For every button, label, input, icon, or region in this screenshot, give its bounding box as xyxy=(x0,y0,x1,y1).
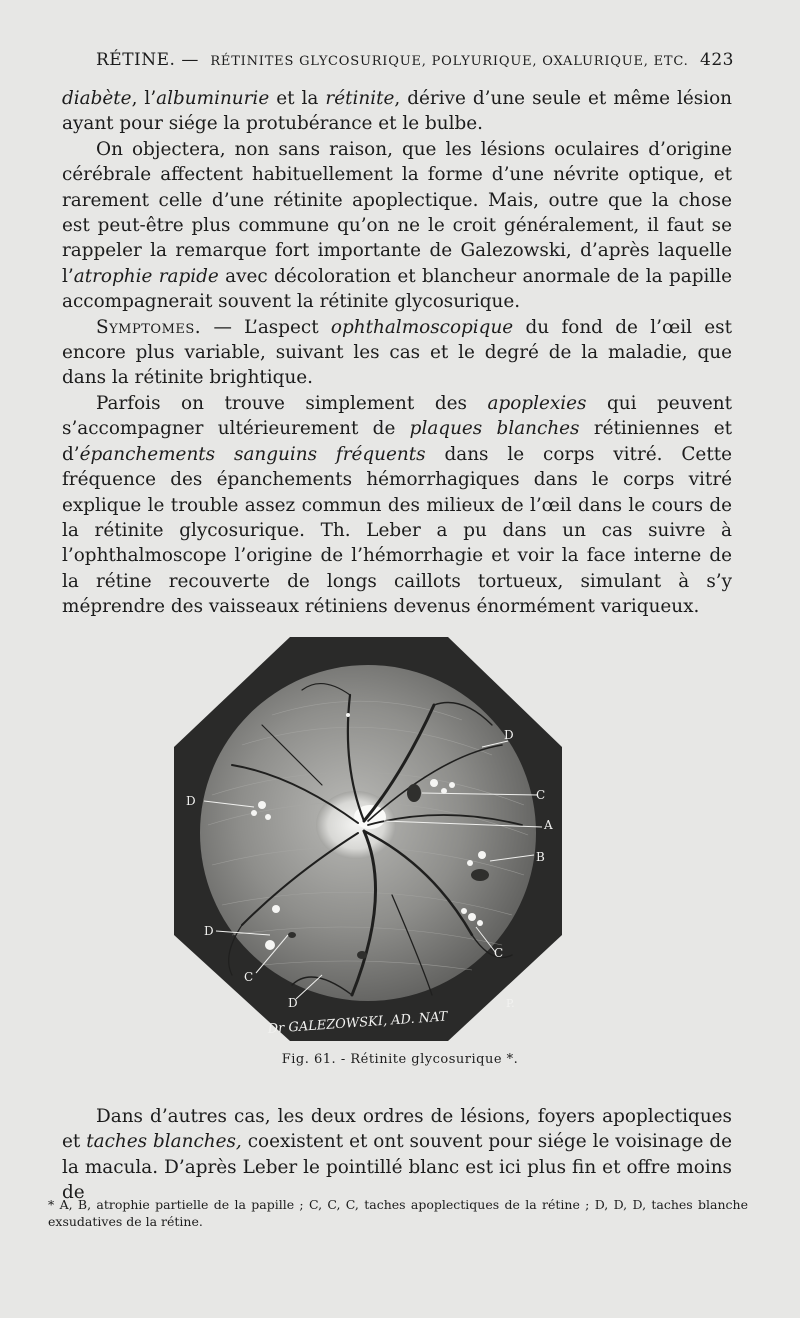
text-run: Dans d’autres cas, les deux ordres de lésions, foyers apoplectiques et xyxy=(62,1106,732,1153)
text-run: qui peuvent s’accompagner ultérieurement de xyxy=(62,392,733,440)
label-c-lower-right: C xyxy=(494,946,504,960)
text-run: avec décoloration et blancheur anormale de la papille accompagnerait souvent la rétinite glycosurique. xyxy=(62,265,733,313)
label-d-bottom: D xyxy=(288,996,298,1010)
text-run: et la xyxy=(269,88,326,109)
italic-run: plaques blanches xyxy=(409,418,580,440)
label-c-right: C xyxy=(536,788,546,802)
header-section: RÉTINE. — xyxy=(96,50,199,70)
retina-illustration xyxy=(172,635,564,1043)
text-block-top xyxy=(62,86,732,620)
label-c-lower-left: C xyxy=(244,970,254,984)
text-block-bottom xyxy=(62,1104,732,1206)
label-a: A xyxy=(544,818,553,832)
paragraph-p2 xyxy=(62,137,732,315)
header-running-title: RÉTINITES GLYCOSURIQUE, POLYURIQUE, OXALURIQUE, ETC. xyxy=(210,54,689,69)
page-number: 423 xyxy=(700,50,734,70)
text-run: — L’aspect xyxy=(201,316,331,338)
italic-run: taches blanches, xyxy=(86,1131,242,1153)
text-run: , dérive d’une seule et même lésion ayant pour siége la protubérance et le bulbe. xyxy=(62,88,732,135)
italic-run: atrophie rapide xyxy=(73,265,219,287)
italic-run: épanchements sanguins fréquents xyxy=(79,443,426,465)
running-header xyxy=(96,50,734,78)
optic-disc xyxy=(316,791,396,859)
italic-run: apoplexies xyxy=(487,392,587,414)
label-d-top: D xyxy=(504,728,514,742)
text-run: du fond de l’œil est encore plus variable, suivant les cas et le degré de la maladie, que dans la rétinite brightique. xyxy=(62,316,732,389)
label-d-lower-left: D xyxy=(204,924,214,938)
italic-run: diabète xyxy=(62,88,132,109)
italic-run: ophthalmoscopique xyxy=(330,316,514,338)
text-run: , l’ xyxy=(131,88,157,109)
engraver-mark: P. xyxy=(506,997,515,1010)
engraving-signature: Dr GALEZOWSKI, AD. NAT xyxy=(267,1009,448,1037)
text-run: dans le corps vitré. Cette fréquence des épanchements hémorrhagiques dans le corps vitré explique le trouble assez commun des milieux de l’œil dans le cours de la rétinite glycosurique. Th. Leber a pu dans un cas suivre à l’ophthalmoscope l’origine de l’hémorrhagie et voir la face interne de la rétine recouverte de longs caillots tortueux, simulant à s’y méprendre des vaisseaux rétiniens devenus énormément variqueux. xyxy=(62,443,732,618)
text-run: On objectera, non sans raison, que les lésions oculaires d’origine cérébrale affectent habituellement la forme d’une névrite optique, et rarement celle d’une rétinite apoplectique. Mais, outre que la chose est peut-être plus commune qu’on ne le croit généralement, il faut se rappeler la remarque fort importante de Galezowski, d’après laquelle l’ xyxy=(62,138,732,287)
figure-footnote: * A, B, atrophie partielle de la papille ; C, C, C, taches apoplectiques de la rétine ; D, D, D, taches blanche exsudatives de la rétine. xyxy=(48,1197,748,1229)
text-run: rétiniennes et d’ xyxy=(62,418,732,465)
small-caps-run: Symptomes. xyxy=(96,316,202,338)
text-run: Parfois on trouve simplement des xyxy=(96,392,488,414)
paragraph-p5 xyxy=(62,1104,732,1206)
caption-text: - Rétinite glycosurique *. xyxy=(340,1052,519,1067)
paragraph-p1 xyxy=(62,86,732,137)
label-b: B xyxy=(536,850,545,864)
figure-retina-engraving xyxy=(172,635,564,1043)
text-run: coexistent et ont souvent pour siége le voisinage de la macula. D’après Leber le pointillé blanc est ici plus fin et offre moins de xyxy=(62,1131,732,1204)
italic-run: albuminurie xyxy=(156,88,270,109)
figure-caption xyxy=(250,1052,550,1067)
paragraph-p4 xyxy=(62,391,732,620)
label-d-left: D xyxy=(186,794,196,808)
italic-run: rétinite xyxy=(325,88,395,109)
caption-label: Fig. 61. xyxy=(281,1052,337,1067)
paragraph-p3 xyxy=(62,315,732,391)
